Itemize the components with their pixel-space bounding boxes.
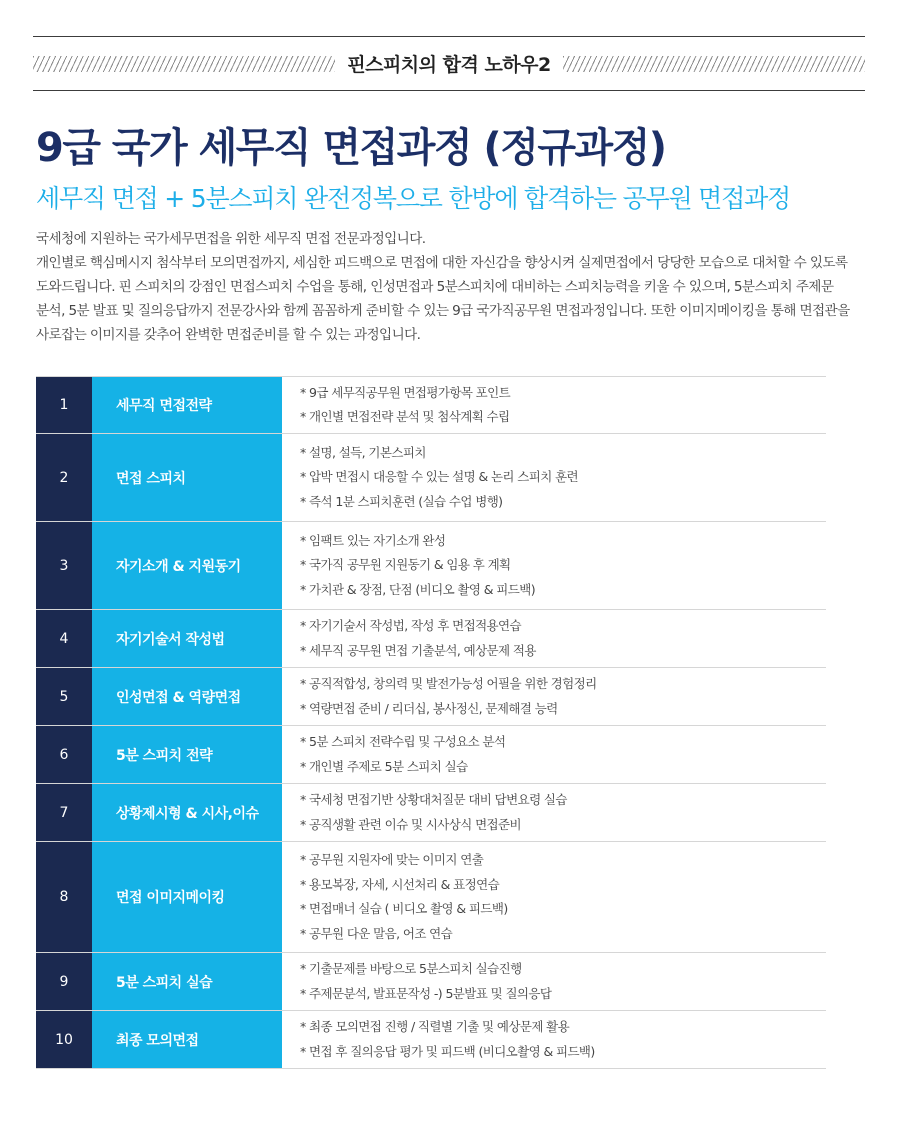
detail-item: * 설명, 설득, 기본스피치 xyxy=(300,444,426,460)
row-number: 6 xyxy=(36,726,92,783)
row-details xyxy=(282,1011,826,1068)
detail-item: * 용모복장, 자세, 시선처리 & 표정연습 xyxy=(300,876,500,892)
banner-hatch-right xyxy=(563,56,865,72)
detail-item: * 면접 후 질의응답 평가 및 피드백 (비디오촬영 & 피드백) xyxy=(300,1043,595,1059)
page-title: 9급 국가 세무직 면접과정 (정규과정) xyxy=(36,125,666,171)
detail-item: * 공직생활 관련 이슈 및 시사상식 면접준비 xyxy=(300,816,521,832)
row-topic: 상황제시형 & 시사,이슈 xyxy=(92,784,282,841)
row-topic: 최종 모의면접 xyxy=(92,1011,282,1068)
detail-item: * 압박 면접시 대응할 수 있는 설명 & 논리 스피치 훈련 xyxy=(300,469,579,485)
curriculum-row xyxy=(36,668,826,726)
row-topic: 면접 스피치 xyxy=(92,434,282,521)
row-details xyxy=(282,668,826,725)
row-number: 2 xyxy=(36,434,92,521)
curriculum-row xyxy=(36,610,826,668)
detail-item: * 5분 스피치 전략수립 및 구성요소 분석 xyxy=(300,734,506,749)
curriculum-table xyxy=(36,376,826,1069)
detail-item: * 자기기술서 작성법, 작성 후 면접적용연습 xyxy=(300,618,521,633)
curriculum-row xyxy=(36,953,826,1011)
curriculum-row xyxy=(36,1011,826,1069)
detail-item: * 개인별 주제로 5분 스피치 실습 xyxy=(300,758,468,774)
row-details xyxy=(282,953,826,1010)
row-topic: 인성면접 & 역량면접 xyxy=(92,668,282,725)
curriculum-row xyxy=(36,726,826,784)
detail-item: * 가치관 & 장점, 단점 (비디오 촬영 & 피드백) xyxy=(300,581,535,597)
description-line: 국세청에 지원하는 국가세무면접을 위한 세무직 면접 전문과정입니다. xyxy=(36,231,426,247)
curriculum-row xyxy=(36,522,826,610)
detail-item: * 국세청 면접기반 상황대처질문 대비 답변요령 실습 xyxy=(300,792,567,807)
description-line: 도와드립니다. 핀 스피치의 강점인 면접스피치 수업을 통해, 인성면접과 5분스피치에 대비하는 스피치능력을 키울 수 있으며, 5분스피치 주제문 xyxy=(36,279,834,295)
detail-item: * 즉석 1분 스피치훈련 (실습 수업 병행) xyxy=(300,493,503,509)
detail-item: * 국가직 공무원 지원동기 & 임용 후 계획 xyxy=(300,557,511,573)
row-details xyxy=(282,784,826,841)
course-description xyxy=(36,227,850,347)
banner-hatch-left xyxy=(33,56,335,72)
row-details xyxy=(282,726,826,783)
curriculum-row xyxy=(36,784,826,842)
row-number: 3 xyxy=(36,522,92,609)
row-number: 8 xyxy=(36,842,92,952)
row-topic: 세무직 면접전략 xyxy=(92,377,282,433)
detail-item: * 역량면접 준비 / 리더십, 봉사정신, 문제해결 능력 xyxy=(300,700,558,716)
detail-item: * 개인별 면접전략 분석 및 첨삭계획 수립 xyxy=(300,409,510,424)
row-number: 4 xyxy=(36,610,92,667)
description-line: 분석, 5분 발표 및 질의응답까지 전문강사와 함께 꼼꼼하게 준비할 수 있는 9급 국가직공무원 면접과정입니다. 또한 이미지메이킹을 통해 면접관을 xyxy=(36,303,850,319)
row-details xyxy=(282,434,826,521)
detail-item: * 공무원 다운 말음, 어조 연습 xyxy=(300,925,453,941)
detail-item: * 세무직 공무원 면접 기출분석, 예상문제 적용 xyxy=(300,642,536,658)
detail-item: * 공무원 지원자에 맞는 이미지 연출 xyxy=(300,852,484,867)
description-line: 사로잡는 이미지를 갖추어 완벽한 면접준비를 할 수 있는 과정입니다. xyxy=(36,327,421,343)
banner-title: 핀스피치의 합격 노하우2 xyxy=(347,54,551,76)
curriculum-row xyxy=(36,434,826,522)
page-subtitle: 세무직 면접 + 5분스피치 완전정복으로 한방에 합격하는 공무원 면접과정 xyxy=(36,184,790,213)
detail-item: * 최종 모의면접 진행 / 직렬별 기출 및 예상문제 활용 xyxy=(300,1019,570,1034)
row-details xyxy=(282,522,826,609)
row-topic: 자기기술서 작성법 xyxy=(92,610,282,667)
detail-item: * 9급 세무직공무원 면접평가항목 포인트 xyxy=(300,384,511,400)
row-number: 10 xyxy=(36,1011,92,1068)
row-number: 9 xyxy=(36,953,92,1010)
curriculum-row xyxy=(36,842,826,953)
detail-item: * 임팩트 있는 자기소개 완성 xyxy=(300,532,446,548)
row-details xyxy=(282,377,826,433)
row-details xyxy=(282,842,826,952)
row-topic: 자기소개 & 지원동기 xyxy=(92,522,282,609)
row-number: 7 xyxy=(36,784,92,841)
detail-item: * 공직적합성, 창의력 및 발전가능성 어필을 위한 경험정리 xyxy=(300,676,597,691)
row-number: 1 xyxy=(36,377,92,433)
row-topic: 5분 스피치 실습 xyxy=(92,953,282,1010)
row-topic: 면접 이미지메이킹 xyxy=(92,842,282,952)
row-details xyxy=(282,610,826,667)
curriculum-row xyxy=(36,376,826,434)
detail-item: * 면접매너 실습 ( 비디오 촬영 & 피드백) xyxy=(300,901,508,916)
row-number: 5 xyxy=(36,668,92,725)
detail-item: * 주제문분석, 발표문작성 -) 5분발표 및 질의응답 xyxy=(300,985,552,1001)
description-line: 개인별로 핵심메시지 첨삭부터 모의면접까지, 세심한 피드백으로 면접에 대한 자신감을 향상시켜 실제면접에서 당당한 모습으로 대처할 수 있도록 xyxy=(36,255,848,271)
row-topic: 5분 스피치 전략 xyxy=(92,726,282,783)
detail-item: * 기출문제를 바탕으로 5분스피치 실습진행 xyxy=(300,961,522,976)
section-banner xyxy=(33,36,865,91)
